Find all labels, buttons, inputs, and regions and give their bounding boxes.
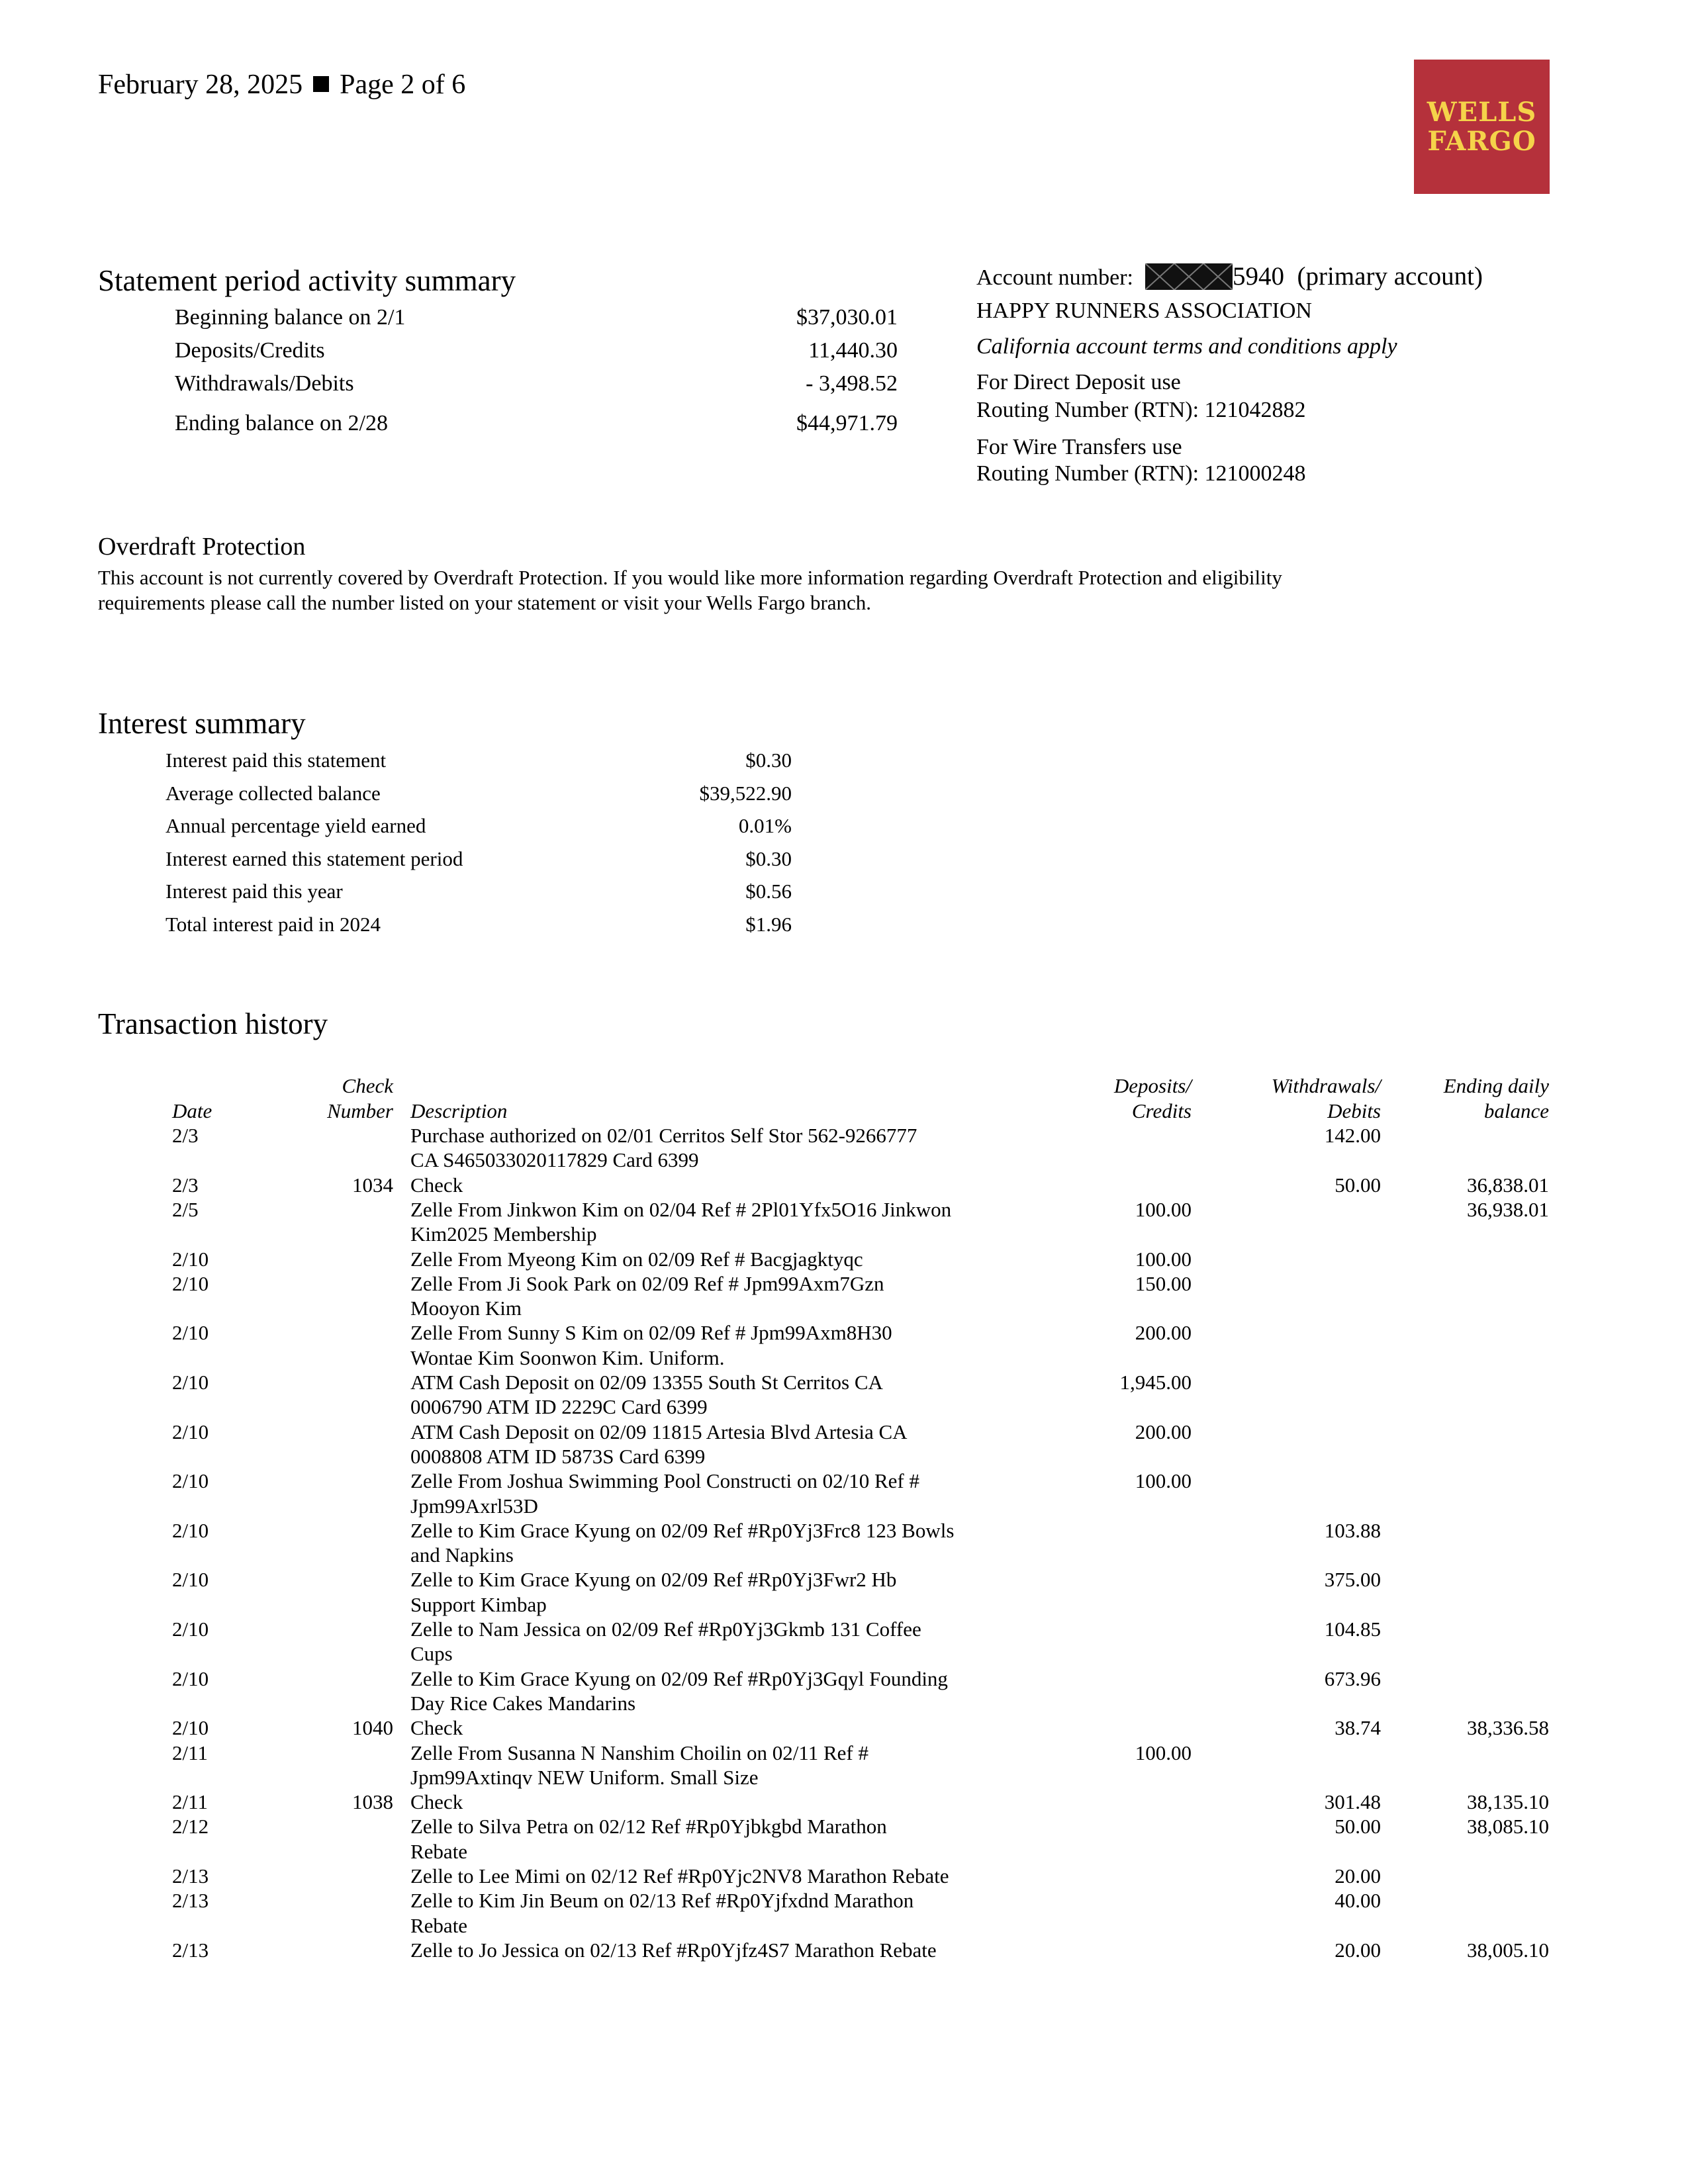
transaction-description: Zelle to Kim Grace Kyung on 02/09 Ref #Rp0Yj3Frc8 123 Bowls — [410, 1518, 955, 1542]
header-credits: Credits — [1131, 1099, 1192, 1122]
transaction-withdrawal: 104.85 — [1324, 1617, 1381, 1641]
transaction-description: Zelle to Jo Jessica on 02/13 Ref #Rp0Yjfz4S7 Marathon Rebate — [410, 1938, 937, 1962]
transaction-description: Zelle to Nam Jessica on 02/09 Ref #Rp0Yj3Gkmb 131 Coffee — [410, 1617, 921, 1641]
transaction-description: Zelle From Sunny S Kim on 02/09 Ref # Jpm99Axm8H30 — [410, 1321, 892, 1345]
account-number-line — [976, 263, 1483, 291]
transaction-withdrawal: 50.00 — [1335, 1173, 1381, 1197]
header-withdrawals: Withdrawals/ — [1271, 1074, 1381, 1097]
activity-summary-title: Statement period activity summary — [98, 264, 516, 297]
transaction-description: ATM Cash Deposit on 02/09 13355 South St Cerritos CA — [410, 1371, 883, 1394]
redacted-account-digits — [1145, 263, 1233, 290]
transaction-withdrawal: 50.00 — [1335, 1815, 1381, 1839]
transaction-ending-balance: 36,838.01 — [1467, 1173, 1549, 1197]
logo-line-1: WELLS — [1427, 96, 1537, 128]
transaction-description: ATM Cash Deposit on 02/09 11815 Artesia Blvd Artesia CA — [410, 1420, 908, 1443]
statement-date-line — [98, 69, 465, 101]
account-type: (primary account) — [1297, 262, 1483, 291]
transaction-date: 2/11 — [172, 1790, 208, 1814]
transaction-withdrawal: 38.74 — [1335, 1716, 1381, 1740]
transaction-ending-balance: 38,135.10 — [1467, 1790, 1549, 1814]
transaction-description-continued: Mooyon Kim — [410, 1297, 522, 1320]
transaction-description-continued: Kim2025 Membership — [410, 1222, 597, 1246]
transaction-description-continued: CA S465033020117829 Card 6399 — [410, 1148, 699, 1172]
transaction-date: 2/10 — [172, 1420, 209, 1443]
interest-summary-value: 0.01% — [738, 814, 792, 838]
activity-summary-value: $37,030.01 — [796, 305, 898, 330]
interest-summary-value: $0.30 — [745, 749, 792, 772]
transaction-date: 2/10 — [172, 1568, 209, 1592]
transaction-ending-balance: 36,938.01 — [1467, 1197, 1549, 1221]
account-holder-name: HAPPY RUNNERS ASSOCIATION — [976, 298, 1312, 323]
transaction-withdrawal: 301.48 — [1324, 1790, 1381, 1814]
interest-summary-value: $0.56 — [745, 880, 792, 903]
transaction-check-number: 1040 — [352, 1716, 393, 1740]
transaction-withdrawal: 20.00 — [1335, 1938, 1381, 1962]
transaction-date: 2/11 — [172, 1741, 208, 1764]
transaction-description-continued: Cups — [410, 1642, 453, 1666]
activity-summary-label: Ending balance on 2/28 — [175, 411, 388, 435]
interest-summary-label: Annual percentage yield earned — [165, 814, 426, 838]
header-balance: balance — [1483, 1099, 1549, 1122]
header-debits: Debits — [1327, 1099, 1381, 1122]
logo-line-2: FARGO — [1427, 125, 1536, 157]
transaction-description: Zelle to Lee Mimi on 02/12 Ref #Rp0Yjc2NV8 Marathon Rebate — [410, 1864, 949, 1888]
interest-summary-value: $0.30 — [745, 846, 792, 870]
activity-summary-label: Deposits/Credits — [175, 338, 325, 363]
account-terms: California account terms and conditions apply — [976, 334, 1397, 359]
transaction-withdrawal: 142.00 — [1324, 1124, 1381, 1147]
transaction-withdrawal: 673.96 — [1324, 1666, 1381, 1690]
transaction-withdrawal: 20.00 — [1335, 1864, 1381, 1888]
transaction-description: Zelle to Kim Grace Kyung on 02/09 Ref #Rp0Yj3Fwr2 Hb — [410, 1568, 897, 1592]
transaction-description-continued: 0008808 ATM ID 5873S Card 6399 — [410, 1444, 706, 1468]
transaction-withdrawal: 375.00 — [1324, 1568, 1381, 1592]
wire-transfer-label: For Wire Transfers use — [976, 435, 1182, 459]
transaction-description: Check — [410, 1173, 463, 1197]
transaction-check-number: 1034 — [352, 1173, 393, 1197]
transaction-date: 2/10 — [172, 1666, 209, 1690]
interest-summary-title: Interest summary — [98, 707, 306, 740]
transaction-description-continued: Support Kimbap — [410, 1592, 547, 1616]
transaction-ending-balance: 38,336.58 — [1467, 1716, 1549, 1740]
transaction-description: Zelle From Myeong Kim on 02/09 Ref # Bacgjagktyqc — [410, 1247, 863, 1271]
interest-summary-label: Total interest paid in 2024 — [165, 913, 381, 936]
transaction-date: 2/10 — [172, 1716, 209, 1740]
transaction-ending-balance: 38,085.10 — [1467, 1815, 1549, 1839]
transaction-date: 2/13 — [172, 1864, 209, 1888]
wire-transfer-routing: Routing Number (RTN): 121000248 — [976, 461, 1306, 486]
transaction-description: Zelle to Kim Grace Kyung on 02/09 Ref #Rp0Yj3Gqyl Founding — [410, 1666, 948, 1690]
transaction-date: 2/12 — [172, 1815, 209, 1839]
header-description: Description — [410, 1099, 508, 1122]
interest-summary-label: Interest paid this year — [165, 880, 343, 903]
transaction-history-title: Transaction history — [98, 1007, 328, 1040]
transaction-description: Zelle From Susanna N Nanshim Choilin on 02/11 Ref # — [410, 1741, 868, 1764]
activity-summary-label: Beginning balance on 2/1 — [175, 305, 406, 330]
account-number-suffix: 5940 — [1233, 262, 1284, 291]
page-number: Page 2 of 6 — [340, 69, 466, 100]
separator-square-icon — [313, 76, 329, 92]
transaction-date: 2/10 — [172, 1247, 209, 1271]
header-check: Check — [342, 1074, 393, 1097]
transaction-withdrawal: 103.88 — [1324, 1518, 1381, 1542]
transaction-description: Zelle From Jinkwon Kim on 02/04 Ref # 2Pl01Yfx5O16 Jinkwon — [410, 1197, 952, 1221]
interest-summary-value: $1.96 — [745, 913, 792, 936]
activity-summary-value: - 3,498.52 — [806, 371, 898, 396]
interest-summary-value: $39,522.90 — [699, 781, 792, 805]
transaction-deposit: 100.00 — [1135, 1741, 1192, 1764]
transaction-description-continued: Rebate — [410, 1913, 468, 1937]
transaction-description-continued: Jpm99Axrl53D — [410, 1494, 538, 1518]
transaction-date: 2/10 — [172, 1518, 209, 1542]
direct-deposit-routing: Routing Number (RTN): 121042882 — [976, 398, 1306, 422]
transaction-deposit: 150.00 — [1135, 1271, 1192, 1295]
statement-date: February 28, 2025 — [98, 69, 303, 100]
transaction-description: Check — [410, 1716, 463, 1740]
overdraft-title: Overdraft Protection — [98, 533, 306, 561]
transaction-ending-balance: 38,005.10 — [1467, 1938, 1549, 1962]
activity-summary-value: $44,971.79 — [796, 411, 898, 435]
header-date: Date — [172, 1099, 212, 1122]
overdraft-text-line-2: requirements please call the number listed on your statement or visit your Wells Fargo branch. — [98, 591, 872, 614]
transaction-date: 2/13 — [172, 1938, 209, 1962]
overdraft-text-line-1: This account is not currently covered by Overdraft Protection. If you would like more information regarding Overdraft Protection and eligibility — [98, 566, 1282, 589]
transaction-date: 2/5 — [172, 1197, 199, 1221]
interest-summary-label: Average collected balance — [165, 781, 381, 805]
transaction-deposit: 1,945.00 — [1119, 1371, 1192, 1394]
transaction-description-continued: Jpm99Axtinqv NEW Uniform. Small Size — [410, 1765, 759, 1789]
wells-fargo-logo — [1414, 60, 1550, 194]
transaction-date: 2/10 — [172, 1271, 209, 1295]
account-number-label: Account number: — [976, 265, 1133, 290]
transaction-description-continued: and Napkins — [410, 1543, 514, 1567]
transaction-date: 2/10 — [172, 1469, 209, 1493]
interest-summary-label: Interest paid this statement — [165, 749, 387, 772]
transaction-date: 2/10 — [172, 1371, 209, 1394]
transaction-deposit: 100.00 — [1135, 1197, 1192, 1221]
activity-summary-value: 11,440.30 — [808, 338, 898, 363]
transaction-date: 2/13 — [172, 1889, 209, 1913]
transaction-description-continued: Day Rice Cakes Mandarins — [410, 1691, 636, 1715]
transaction-deposit: 100.00 — [1135, 1469, 1192, 1493]
transaction-withdrawal: 40.00 — [1335, 1889, 1381, 1913]
transaction-date: 2/3 — [172, 1173, 199, 1197]
interest-summary-label: Interest earned this statement period — [165, 846, 463, 870]
transaction-date: 2/3 — [172, 1124, 199, 1147]
header-number: Number — [327, 1099, 393, 1122]
transaction-description-continued: Rebate — [410, 1839, 468, 1863]
transaction-description: Zelle From Joshua Swimming Pool Constructi on 02/10 Ref # — [410, 1469, 919, 1493]
header-deposits: Deposits/ — [1113, 1074, 1192, 1097]
transaction-description-continued: 0006790 ATM ID 2229C Card 6399 — [410, 1395, 708, 1419]
transaction-date: 2/10 — [172, 1321, 209, 1345]
transaction-description: Zelle to Kim Jin Beum on 02/13 Ref #Rp0Yjfxdnd Marathon — [410, 1889, 914, 1913]
direct-deposit-label: For Direct Deposit use — [976, 370, 1181, 394]
transaction-description: Zelle From Ji Sook Park on 02/09 Ref # Jpm99Axm7Gzn — [410, 1271, 884, 1295]
transaction-deposit: 100.00 — [1135, 1247, 1192, 1271]
transaction-date: 2/10 — [172, 1617, 209, 1641]
transaction-deposit: 200.00 — [1135, 1321, 1192, 1345]
transaction-deposit: 200.00 — [1135, 1420, 1192, 1443]
transaction-check-number: 1038 — [352, 1790, 393, 1814]
transaction-description: Check — [410, 1790, 463, 1814]
header-ending-balance: Ending daily — [1443, 1074, 1549, 1097]
activity-summary-label: Withdrawals/Debits — [175, 371, 354, 396]
transaction-description: Zelle to Silva Petra on 02/12 Ref #Rp0Yjbkgbd Marathon — [410, 1815, 887, 1839]
transaction-description-continued: Wontae Kim Soonwon Kim. Uniform. — [410, 1345, 725, 1369]
transaction-description: Purchase authorized on 02/01 Cerritos Self Stor 562-9266777 — [410, 1124, 917, 1147]
